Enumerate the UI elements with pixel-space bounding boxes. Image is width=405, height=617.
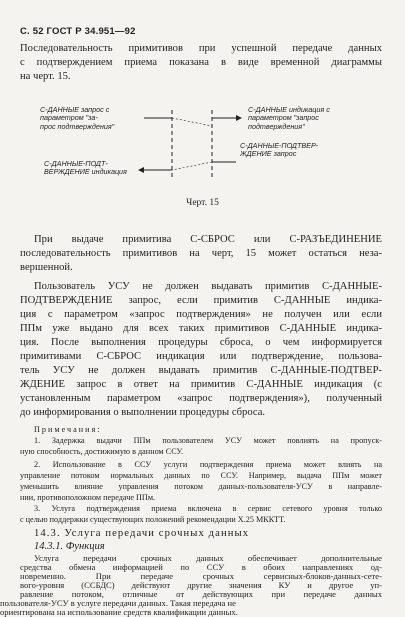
para2-line-10: до информирования о выполнении процедуры сброса. [20,407,266,418]
indication-arrowhead [236,115,242,121]
section-heading: 14.3. Услуга передачи срочных данных [34,528,250,539]
left-bottom-label: С-ДАННЫЕ-ПОДТ- ВЕРЖДЕНИЕ индикация [44,159,127,177]
note-line-4: управление потоком нормальных данных по ССУ. Например, выдача ППм может [20,471,382,480]
intro-line-3: на черт. 15. [20,71,71,82]
transfer-line-2 [172,162,212,170]
para2-line-4: ППм уже выдано для всех таких примитивов С-ДАННЫЕ индика- [20,323,382,334]
para2-line-2: ПОДТВЕРЖДЕНИЕ запрос, если примитив С-ДАННЫЕ индика- [20,295,382,306]
page-header: С. 52 ГОСТ Р 34.951—92 [20,26,136,37]
note-line-3: 2. Использование в ССУ услуги подтверждения приема может влиять на [34,460,382,469]
para2-line-3: ция с параметром «запрос подтверждения» не получен или если [20,309,382,320]
para2-line-8: ЖДЕНИЕ запрос в ответ на примитив С-ДАННЫЕ индикация (с [20,379,382,390]
para2-line-7: тель УСУ не должен выдавать примитив С-ДАННЫЕ-ПОДТВЕР- [20,365,382,376]
note-line-1: 1. Задержка выдачи ППм пользователем УСУ может повлиять на пропуск- [34,436,382,445]
para2-line-5: ция. После выполнения процедуры сброса, о чем информируется [20,337,382,348]
intro-line-1: Последовательность примитивов при успешной передаче данных [20,43,382,54]
time-sequence-diagram [40,104,370,194]
para1-line-1: При выдаче примитива С-СБРОС или С-РАЗЪЕДИНЕНИЕ [34,234,382,245]
figure-caption: Черт. 15 [186,198,219,208]
note-line-6: нии, противоположном передаче ППм. [20,493,156,502]
para2-line-6: примитивами С-СБРОС индикация или подтверждение, пользова- [20,351,382,362]
para1-line-3: вершенной. [20,262,73,273]
right-bottom-label: С-ДАННЫЕ-ПОДТВЕР- ЖДЕНИЕ запрос [240,141,319,159]
para3-line-6: пользователя-УСУ в услуге передачи данных. Такая передача не [0,598,236,608]
notes-title: Примечания: [34,425,102,434]
para3-line-1: Услуга передачи срочных данных обеспечивает дополнительные [34,553,382,563]
note-line-5: уменьшить влияние управления потоком данных-пользователя-УСУ в направле- [20,482,382,491]
para2-line-9: установленным параметром «запрос подтверждения»), полученный [20,393,382,404]
para3-line-3: новременно. При передаче срочных сервисных-блоков-данных-сете- [20,571,382,581]
para3-line-4: вого-уровня (ССБДС) действуют другие значения КУ и другое уп- [20,580,382,590]
note-line-2: ную способность, достижимую в данном ССУ. [20,447,184,456]
intro-line-2: с подтверждением приема показана в виде временной диаграммы [20,57,382,68]
para1-line-2: последовательность примитивов на черт, 15 может остаться неза- [20,248,382,259]
right-top-label: С-ДАННЫЕ индикация с параметром "запрос подтверждения" [248,105,330,131]
para3-line-7: ориентирована на использование средств квалификации данных. [0,607,238,617]
subsection-heading: 14.3.1. Функция [34,541,105,552]
transfer-line-1 [172,118,212,126]
para2-line-1: Пользователь УСУ не должен выдавать примитив С-ДАННЫЕ- [34,281,382,292]
note-line-8: с целью поддержки существующих положений рекомендации X.25 МККТТ. [20,515,286,524]
para3-line-5: равление потоком, отличные от действующих при передаче данных [20,589,382,599]
left-top-label: С-ДАННЫЕ запрос с параметром "за- прос подтверждения" [40,105,115,131]
para3-line-2: средства обмена информацией по ССУ в обоих направлениях од- [20,562,382,572]
note-line-7: 3. Услуга подтверждения приема включена в сервис сетевого уровня только [34,504,382,513]
